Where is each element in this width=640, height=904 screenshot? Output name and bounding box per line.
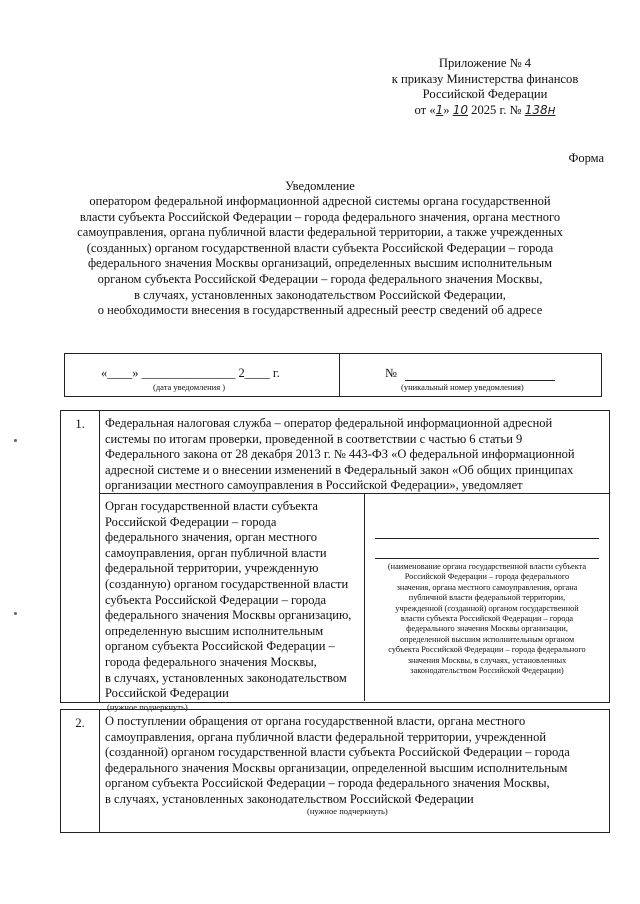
text-line: федерального значения Москвы организации, определенной высшим исполнительным [105,760,568,775]
notification-date-caption: (дата уведомления ) [153,382,226,392]
caption-line: значения, органа местного самоуправления, органа [396,582,578,592]
recipient-options[interactable] [105,499,363,712]
option-line: органом субъекта Российской Федерации – [105,639,335,654]
text-line: (созданной) органом государственной власти субъекта Российской Федерации – города [105,745,570,760]
option-line: (созданную) органом государственной власти [105,576,349,591]
notification-number-label: № [385,366,397,380]
option-line: Орган государственной власти субъекта [105,499,318,513]
notification-number-caption: (уникальный номер уведомления) [401,382,524,392]
date-day: 1 [435,102,444,117]
subtitle-line: федерального значения Москвы организаций, определенных высшим исполнительным [87,256,553,271]
section-number: 2. [75,716,85,730]
caption-line: значения Москвы, в случаях, установленных [407,655,567,665]
date-year: 2025 г. № [471,102,522,117]
scan-dot [14,612,17,615]
caption-line: учрежденной (созданной) органом государственной [395,603,579,613]
caption-line: субъекта Российской Федерации – города федерального [388,645,586,655]
option-line: субъекта Российской Федерации – города [105,592,327,607]
caption-line: (наименование органа государственной власти субъекта [387,562,587,571]
date-prefix: от « [414,102,436,117]
appendix-line-1: Приложение № 4 [438,56,532,70]
section-2 [60,709,610,833]
option-line: федерального значения, орган местного [105,530,318,545]
recipient-name-caption [369,562,605,676]
text-line: адресной системе и о внесении изменений в Федеральный закон «Об общих принципах [105,462,574,477]
subtitle-line: о необходимости внесения в государственный адресный реестр сведений об адресе [97,303,543,318]
text-line: О поступлении обращения от органа государственной власти, органа местного [105,714,526,728]
section-1-text [105,416,605,494]
subtitle-line: в случаях, установленных законодательством Российской Федерации, [134,287,506,302]
notification-date-field[interactable]: «____» _______________ 2____ г. [101,366,280,380]
caption-line: федерального значения Москвы организации, [406,624,568,634]
text-line: системы по итогам проверки, проведенной в соответствии с частью 6 статьи 9 [105,431,523,446]
text-line: самоуправления, органа публичной власти федеральной территории, учрежденной [105,729,547,744]
option-line: федеральной территории, учрежденную [105,561,319,576]
subtitle-line: органом субъекта Российской Федерации – города федерального значения Москвы, [97,271,543,286]
caption-line: определенной высшим исполнительным органом [399,634,575,644]
notification-number-field[interactable] [405,380,555,381]
caption-line: законодательством Российской Федерации) [410,666,564,676]
text-line: Федеральная налоговая служба – оператор федеральной информационной адресной [105,416,553,430]
order-number: 138н [524,102,556,117]
document-subtitle [46,194,594,319]
subtitle-line: самоуправления, органа публичной власти федеральной территории, а также учрежденных [77,225,563,240]
text-line: в случаях, установленных законодательством Российской Федерации [105,791,474,806]
option-line: в случаях, установленных законодательством [105,670,347,685]
form-label: Форма [568,151,604,165]
option-line: Российской Федерации [105,686,229,701]
date-mid: » [443,102,450,117]
option-line: федерального значения Москвы организацию, [105,608,352,623]
option-line: города федерального значения Москвы, [105,654,317,669]
section-number: 1. [75,417,85,431]
text-line: Федерального закона от 28 декабря 2013 г. № 443-ФЗ «О федеральной информационной [105,447,575,462]
appendix-line-2: к приказу Министерства финансов [391,71,579,86]
section-2-text[interactable] [105,714,605,808]
caption-line: власти субъекта Российской Федерации – города [400,614,574,624]
underline-hint: (нужное подчеркнуть) [307,806,388,816]
column-divider [99,710,100,832]
recipient-name-field-2[interactable] [375,558,599,559]
section-1 [60,410,610,712]
recipient-box [99,493,610,712]
document-title: Уведомление [285,179,355,193]
order-date-line [370,103,600,119]
appendix-header [370,56,600,118]
option-line: определенную высшим исполнительным [105,623,324,638]
text-line: организации местного самоуправления в Российской Федерации», уведомляет [105,478,523,493]
caption-line: публичной власти федеральной территории, [408,593,566,603]
scan-dot [14,439,17,442]
caption-line: Российской Федерации – города федерального [404,572,570,582]
subtitle-line: (созданных) органом государственной власти субъекта Российской Федерации – города [86,240,554,255]
recipient-divider [364,494,365,701]
recipient-name-field[interactable] [375,538,599,539]
notification-date-box [64,353,602,397]
text-line: органом субъекта Российской Федерации – города федерального значения Москвы, [105,776,550,791]
date-month: 10 [452,102,468,117]
subtitle-line: власти субъекта Российской Федерации – города федерального значения, органа местного [79,209,561,224]
subtitle-line: оператором федеральной информационной адресной системы органа государственной [89,194,551,208]
appendix-line-3: Российской Федерации [422,87,548,101]
option-line: самоуправления, орган публичной власти [105,545,327,560]
option-line: Российской Федерации – города [105,514,277,529]
underline-hint: (нужное подчеркнуть) [107,701,188,712]
date-box-divider [339,354,340,396]
